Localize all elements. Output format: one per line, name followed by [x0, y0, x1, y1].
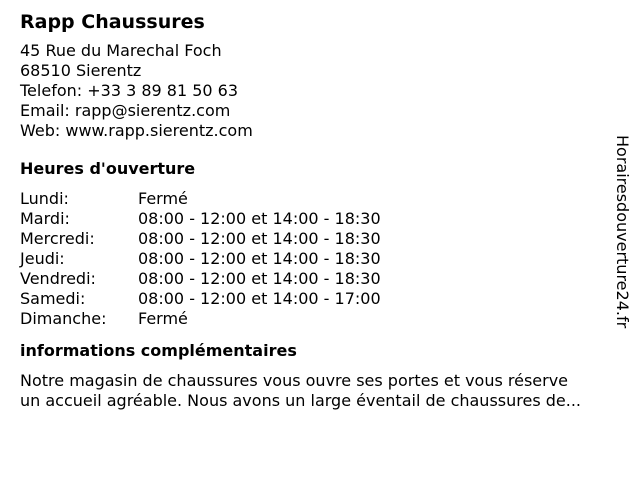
phone-number: Telefon: +33 3 89 81 50 63: [20, 81, 239, 100]
opening-hours-heading: Heures d'ouverture: [20, 159, 196, 178]
hours-row-wednesday: [20, 229, 620, 249]
day-hours: 08:00 - 12:00 et 14:00 - 18:30: [138, 209, 381, 228]
day-hours: 08:00 - 12:00 et 14:00 - 18:30: [138, 249, 381, 268]
postal-city: 68510 Sierentz: [20, 61, 142, 80]
hours-row-saturday: [20, 289, 620, 309]
description-line: Notre magasin de chaussures vous ouvre ses portes et vous réserve: [20, 371, 569, 390]
description-line: un accueil agréable. Nous avons un large éventail de chaussures de...: [20, 391, 582, 410]
day-label: Mercredi:: [20, 229, 95, 248]
day-label: Dimanche:: [20, 309, 107, 328]
day-hours: 08:00 - 12:00 et 14:00 - 18:30: [138, 229, 381, 248]
opening-hours-list: [20, 189, 620, 329]
email-address: Email: rapp@sierentz.com: [20, 101, 231, 120]
day-label: Samedi:: [20, 289, 86, 308]
hours-row-thursday: [20, 249, 620, 269]
website: Web: www.rapp.sierentz.com: [20, 121, 253, 140]
site-watermark-link[interactable]: Horairesdouverture24.fr: [613, 135, 632, 329]
additional-info-heading: informations complémentaires: [20, 341, 297, 360]
hours-row-monday: [20, 189, 620, 209]
day-hours: 08:00 - 12:00 et 14:00 - 17:00: [138, 289, 381, 308]
store-description: [20, 371, 620, 411]
day-hours: 08:00 - 12:00 et 14:00 - 18:30: [138, 269, 381, 288]
hours-row-sunday: [20, 309, 620, 329]
hours-row-friday: [20, 269, 620, 289]
store-card: [20, 10, 620, 411]
day-label: Jeudi:: [20, 249, 65, 268]
address-block: [20, 41, 620, 141]
day-label: Lundi:: [20, 189, 69, 208]
day-hours: Fermé: [138, 309, 188, 328]
street-address: 45 Rue du Marechal Foch: [20, 41, 222, 60]
day-label: Vendredi:: [20, 269, 96, 288]
hours-row-tuesday: [20, 209, 620, 229]
day-hours: Fermé: [138, 189, 188, 208]
day-label: Mardi:: [20, 209, 70, 228]
store-name: Rapp Chaussures: [20, 11, 205, 33]
